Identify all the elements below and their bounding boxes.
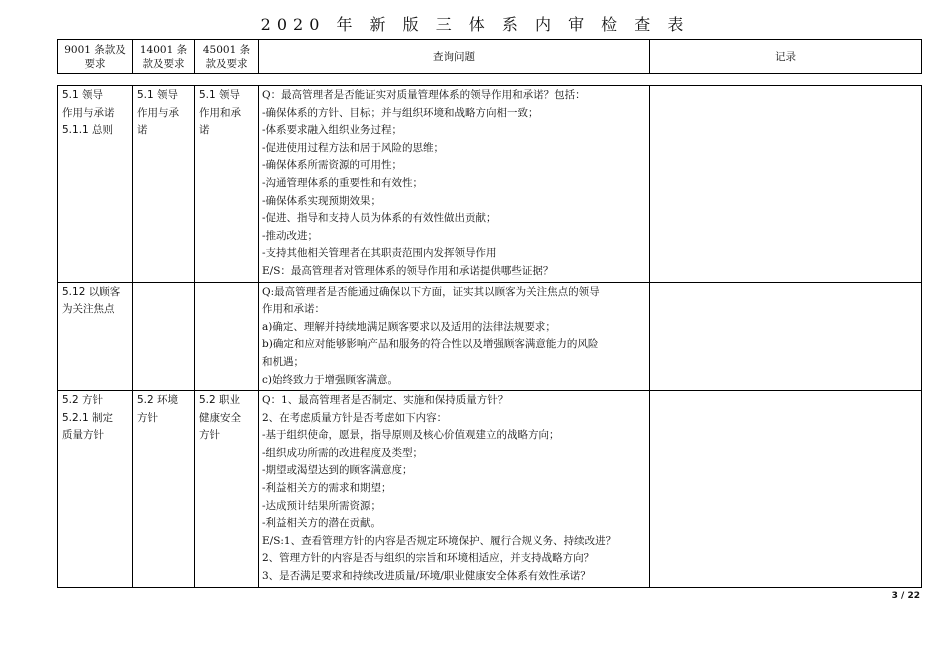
record-cell[interactable] (650, 391, 922, 588)
query-cell: Q：最高管理者是否能证实对质量管理体系的领导作用和承诺？包括： -确保体系的方针、目标；并与组织环境和战略方向相一致； -体系要求融入组织业务过程； -促进使用过程方法和居于风险的思维； -确保体系所需资源的可用性； -沟通管理体系的重要性和有效性； -确保体系实现预期效果； -促进、指导和支持人员为体系的有效性做出贡献； -推动改进； -支持其他相关管理者在其职责范围内发挥领导作用 E/S：最高管理者对管理体系的领导作用和承诺提供哪些证据？ (259, 86, 650, 283)
checklist-table (57, 85, 922, 588)
clause-14001: 5.1 领导 作用与承 诺 (133, 86, 195, 283)
clause-14001: 5.2 环境 方针 (133, 391, 195, 588)
header-table (57, 39, 922, 74)
clause-9001: 5.1 领导 作用与承诺 5.1.1 总则 (58, 86, 133, 283)
header-row (58, 40, 922, 74)
document-title: 2020 年 新 版 三 体 系 内 审 检 查 表 (260, 15, 690, 34)
header-record: 记录 (650, 40, 922, 74)
header-query: 查询问题 (259, 40, 650, 74)
clause-45001: 5.1 领导 作用和承 诺 (195, 86, 259, 283)
clause-9001: 5.12 以顾客 为关注焦点 (58, 282, 133, 391)
query-cell: Q：1、最高管理者是否制定、实施和保持质量方针？ 2、在考虑质量方针是否考虑如下内容： -基于组织使命，愿景，指导原则及核心价值观建立的战略方向； -组织成功所需的改进程度及类型； -期望或渴望达到的顾客满意度； -利益相关方的需求和期望； -达成预计结果所需资源； -利益相关方的潜在贡献。 E/S:1、查看管理方针的内容是否规定环境保护、履行合规义务、持续改进？ 2、管理方针的内容是否与组织的宗旨和环境相适应，并支持战略方向？ 3、是否满足要求和持续改进质量/环境/职业健康安全体系有效性承诺？ (259, 391, 650, 588)
header-9001: 9001 条款及要求 (58, 40, 133, 74)
page-number: 3 / 22 (891, 591, 920, 601)
query-cell: Q:最高管理者是否能通过确保以下方面，证实其以顾客为关注焦点的领导 作用和承诺： a)确定、理解并持续地满足顾客要求以及适用的法律法规要求； b)确定和应对能够影响产品和服务的符合性以及增强顾客满意能力的风险 和机遇； c)始终致力于增强顾客满意。 (259, 282, 650, 391)
header-45001: 45001 条款及要求 (195, 40, 259, 74)
clause-14001 (133, 282, 195, 391)
clause-45001 (195, 282, 259, 391)
record-cell[interactable] (650, 86, 922, 283)
record-cell[interactable] (650, 282, 922, 391)
clause-9001: 5.2 方针 5.2.1 制定 质量方针 (58, 391, 133, 588)
table-row (58, 282, 922, 391)
clause-45001: 5.2 职业 健康安全 方针 (195, 391, 259, 588)
header-14001: 14001 条款及要求 (133, 40, 195, 74)
table-row (58, 86, 922, 283)
table-row (58, 391, 922, 588)
